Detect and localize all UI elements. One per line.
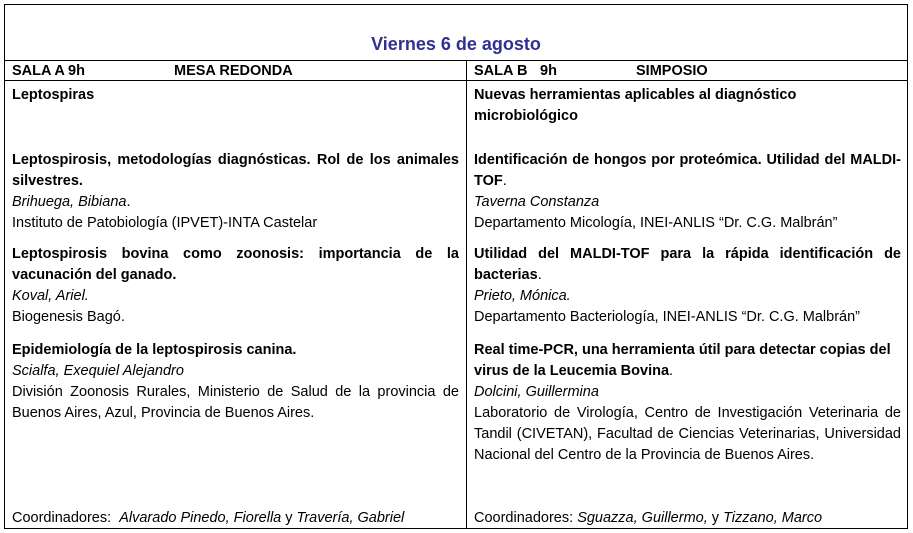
sala-b-name: SALA B xyxy=(474,63,528,79)
sala-b-topic: Nuevas herramientas aplicables al diagnóstico microbiológico xyxy=(474,87,797,124)
sala-b-coordinators xyxy=(474,510,901,526)
sala-a-talk-3 xyxy=(12,340,459,424)
coord-label: Coordinadores: xyxy=(474,510,574,526)
talk-affiliation: Biogenesis Bagó. xyxy=(12,309,125,325)
sala-a-header xyxy=(12,63,459,81)
title-row xyxy=(5,5,907,61)
talk-title: Leptospirosis bovina como zoonosis: importancia de la vacunación del ganado. xyxy=(12,246,459,283)
sala-b-talk-3 xyxy=(474,340,901,466)
talk-author: Brihuega, Bibiana xyxy=(12,194,127,210)
coord-name-1: Sguazza, Guillermo, xyxy=(577,510,708,526)
talk-title-period: . xyxy=(669,363,674,379)
coord-label: Coordinadores: xyxy=(12,510,112,526)
sala-a-topic: Leptospiras xyxy=(12,87,95,103)
program-table xyxy=(4,4,908,529)
talk-author: Taverna Constanza xyxy=(474,194,600,210)
page-title: Viernes 6 de agosto xyxy=(371,34,541,54)
sala-b-header xyxy=(474,63,901,81)
talk-title: Real time-PCR, una herramienta útil para detectar copias del virus de la Leucemia Bovina xyxy=(474,342,891,379)
talk-title-period: . xyxy=(502,173,507,189)
sala-a-coordinators xyxy=(12,510,459,526)
coord-name-1: Alvarado Pinedo, Fiorella xyxy=(119,510,282,526)
talk-title: Leptospirosis, metodologías diagnósticas. Rol de los animales silvestres. xyxy=(12,152,459,189)
talk-author: Scialfa, Exequiel Alejandro xyxy=(12,363,184,379)
sala-a-time: 9h xyxy=(68,63,85,79)
coord-name-2: Travería, Gabriel xyxy=(296,510,405,526)
sala-a-talk-2 xyxy=(12,244,459,328)
sala-a-column xyxy=(12,61,459,528)
sala-a-type: MESA REDONDA xyxy=(174,63,293,79)
talk-title: Epidemiología de la leptospirosis canina. xyxy=(12,342,297,358)
sala-a-talk-1 xyxy=(12,150,459,234)
talk-affiliation: Departamento Bacteriología, INEI-ANLIS “Dr. C.G. Malbrán” xyxy=(474,309,861,325)
talk-author: Dolcini, Guillermina xyxy=(474,384,599,400)
coord-and: y xyxy=(285,510,293,526)
talk-author: Koval, Ariel. xyxy=(12,288,89,304)
talk-author: Prieto, Mónica. xyxy=(474,288,571,304)
sala-b-talk-1 xyxy=(474,150,901,234)
talk-affiliation: Departamento Micología, INEI-ANLIS “Dr. C.G. Malbrán” xyxy=(474,215,838,231)
sala-b-time: 9h xyxy=(540,63,557,79)
talk-author-period: . xyxy=(126,194,131,210)
talk-affiliation: Laboratorio de Virología, Centro de Investigación Veterinaria de Tandil (CIVETAN), Facultad de Ciencias Veterinarias, Universidad Nacional del Centro de la Provincia de Buenos Aires. xyxy=(474,405,901,463)
talk-affiliation: División Zoonosis Rurales, Ministerio de Salud de la provincia de Buenos Aires, Azul, Provincia de Buenos Aires. xyxy=(12,384,459,421)
coord-and: y xyxy=(711,510,720,526)
sala-b-column xyxy=(474,61,901,528)
talk-title-period: . xyxy=(537,267,542,283)
talk-title: Utilidad del MALDI-TOF para la rápida identificación de bacterias xyxy=(474,246,901,283)
coord-name-2: Tizzano, Marco xyxy=(723,510,823,526)
sala-a-name: SALA A xyxy=(12,63,65,79)
sala-b-talk-2 xyxy=(474,244,901,328)
talk-title: Identificación de hongos por proteómica. Utilidad del MALDI-TOF xyxy=(474,152,901,189)
column-divider xyxy=(466,60,467,528)
talk-affiliation: Instituto de Patobiología (IPVET)-INTA Castelar xyxy=(12,215,318,231)
sala-b-type: SIMPOSIO xyxy=(636,63,708,79)
